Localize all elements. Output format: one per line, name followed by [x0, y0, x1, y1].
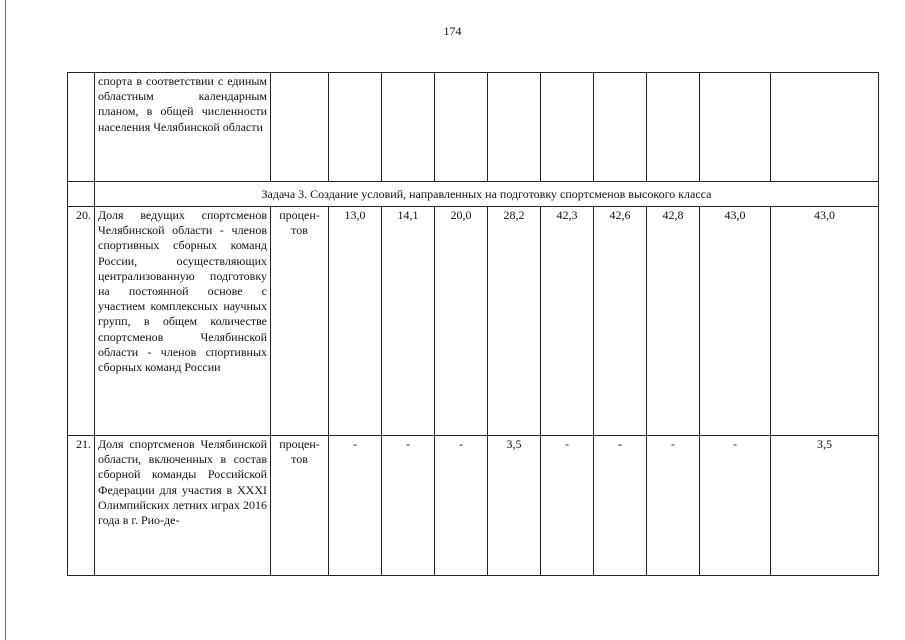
value-cell: 20,0 — [435, 207, 488, 436]
value-cell: - — [594, 436, 647, 576]
task-heading: Задача 3. Создание условий, направленных на подготовку спортсменов высокого класса — [95, 182, 879, 207]
value-cell — [700, 73, 771, 182]
table-row — [68, 436, 879, 576]
indicator-name-cell: спорта в соответствии с единым областным календарным планом, в общей численности населения Челябинской области — [95, 73, 271, 182]
value-cell: 43,0 — [700, 207, 771, 436]
row-number-cell: 21. — [68, 436, 95, 576]
row-number-cell — [68, 182, 95, 207]
unit-cell: процен- тов — [271, 207, 329, 436]
value-cell — [435, 73, 488, 182]
task-heading-row — [68, 182, 879, 207]
value-cell: 42,3 — [541, 207, 594, 436]
unit-cell — [271, 73, 329, 182]
scan-edge-line — [5, 0, 6, 640]
value-cell: - — [700, 436, 771, 576]
value-cell: - — [329, 436, 382, 576]
value-cell: 3,5 — [488, 436, 541, 576]
value-cell — [382, 73, 435, 182]
value-cell — [771, 73, 879, 182]
value-cell — [329, 73, 382, 182]
indicator-name-cell: Доля ведущих спортсменов Челябинской области - членов спортивных сборных команд России, осуществляющих централизованную подготовку на постоянной основе с участием комплексных научных групп, в общем количестве спортсменов Челябинской области - членов спортивных сборных команд России — [95, 207, 271, 436]
indicator-name-cell: Доля спортсменов Челябинской области, включенных в состав сборной команды Российской Федерации для участия в XXXI Олимпийских летних играх 2016 года в г. Рио-де- — [95, 436, 271, 576]
value-cell: - — [382, 436, 435, 576]
value-cell: 13,0 — [329, 207, 382, 436]
value-cell: - — [647, 436, 700, 576]
value-cell: 14,1 — [382, 207, 435, 436]
value-cell — [488, 73, 541, 182]
value-cell: 28,2 — [488, 207, 541, 436]
value-cell — [541, 73, 594, 182]
value-cell: - — [541, 436, 594, 576]
row-number-cell: 20. — [68, 207, 95, 436]
value-cell: - — [435, 436, 488, 576]
value-cell — [647, 73, 700, 182]
value-cell: 43,0 — [771, 207, 879, 436]
page-number: 174 — [443, 24, 462, 38]
table-row — [68, 207, 879, 436]
table-row-continued — [68, 73, 879, 182]
row-number-cell — [68, 73, 95, 182]
value-cell: 42,8 — [647, 207, 700, 436]
unit-cell: процен- тов — [271, 436, 329, 576]
value-cell: 3,5 — [771, 436, 879, 576]
value-cell — [594, 73, 647, 182]
value-cell: 42,6 — [594, 207, 647, 436]
indicator-table — [67, 72, 879, 576]
